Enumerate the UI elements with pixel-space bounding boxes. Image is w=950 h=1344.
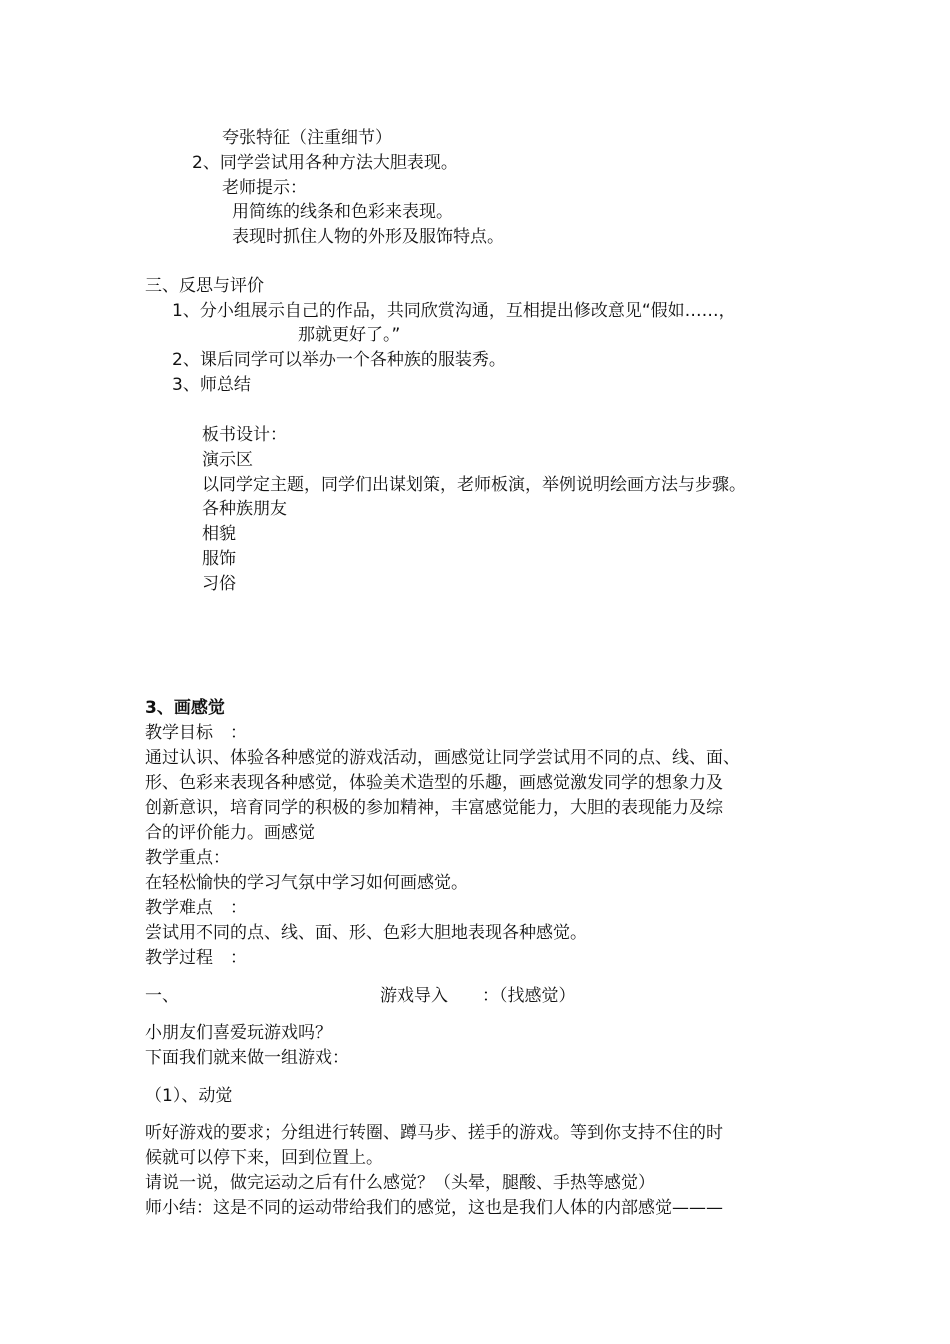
text-line: 候就可以停下来，回到位置上。 bbox=[145, 1148, 383, 1168]
text-line: 形、色彩来表现各种感觉，体验美术造型的乐趣，画感觉激发同学的想象力及 bbox=[145, 773, 723, 793]
text-line: 通过认识、体验各种感觉的游戏活动，画感觉让同学尝试用不同的点、线、面、 bbox=[145, 748, 740, 768]
text-line: 2、同学尝试用各种方法大胆表现。 bbox=[192, 153, 458, 173]
text-line: 夸张特征（注重细节） bbox=[222, 128, 392, 148]
text-line: 相貌 bbox=[202, 524, 236, 544]
text-line: 表现时抓住人物的外形及服饰特点。 bbox=[232, 227, 504, 247]
text-line: 用简练的线条和色彩来表现。 bbox=[232, 202, 453, 222]
text-line: 教学目标 ： bbox=[145, 723, 247, 743]
text-line: 创新意识，培育同学的积极的参加精神，丰富感觉能力，大胆的表现能力及综 bbox=[145, 798, 723, 818]
section-heading: 三、反思与评价 bbox=[145, 276, 264, 296]
sub-heading: （1）、动觉 bbox=[145, 1086, 233, 1106]
lesson-title: 3、画感觉 bbox=[145, 698, 225, 718]
text-line: 老师提示： bbox=[222, 178, 307, 198]
text-line: 合的评价能力。画感觉 bbox=[145, 823, 315, 843]
text-line: 教学难点 ： bbox=[145, 898, 247, 918]
text-line: 那就更好了。” bbox=[298, 325, 401, 345]
text-line: 教学重点： bbox=[145, 848, 230, 868]
text-line: 尝试用不同的点、线、面、形、色彩大胆地表现各种感觉。 bbox=[145, 923, 587, 943]
text-line: 小朋友们喜爱玩游戏吗？ bbox=[145, 1023, 332, 1043]
text-line: 演示区 bbox=[202, 450, 253, 470]
text-line: 2、课后同学可以举办一个各种族的服装秀。 bbox=[172, 350, 506, 370]
text-line: 教学过程 ： bbox=[145, 948, 247, 968]
text-line: 以同学定主题，同学们出谋划策，老师板演，举例说明绘画方法与步骤。 bbox=[202, 475, 746, 495]
text-line: 各种族朋友 bbox=[202, 499, 287, 519]
board-title: 板书设计： bbox=[202, 425, 287, 445]
step-title: 游戏导入 ：（找感觉） bbox=[380, 986, 576, 1006]
text-line: 请说一说，做完运动之后有什么感觉？（头晕，腿酸、手热等感觉） bbox=[145, 1173, 655, 1193]
step-number: 一、 bbox=[145, 986, 179, 1006]
text-line: 下面我们就来做一组游戏： bbox=[145, 1048, 349, 1068]
text-line: 习俗 bbox=[202, 574, 236, 594]
text-line: 在轻松愉快的学习气氛中学习如何画感觉。 bbox=[145, 873, 468, 893]
text-line: 服饰 bbox=[202, 549, 236, 569]
text-line: 师小结：这是不同的运动带给我们的感觉，这也是我们人体的内部感觉——— bbox=[145, 1198, 723, 1218]
text-line: 听好游戏的要求；分组进行转圈、蹲马步、搓手的游戏。等到你支持不住的时 bbox=[145, 1123, 723, 1143]
text-line: 3、师总结 bbox=[172, 375, 251, 395]
text-line: 1、分小组展示自己的作品，共同欣赏沟通，互相提出修改意见“假如……， bbox=[172, 301, 736, 321]
